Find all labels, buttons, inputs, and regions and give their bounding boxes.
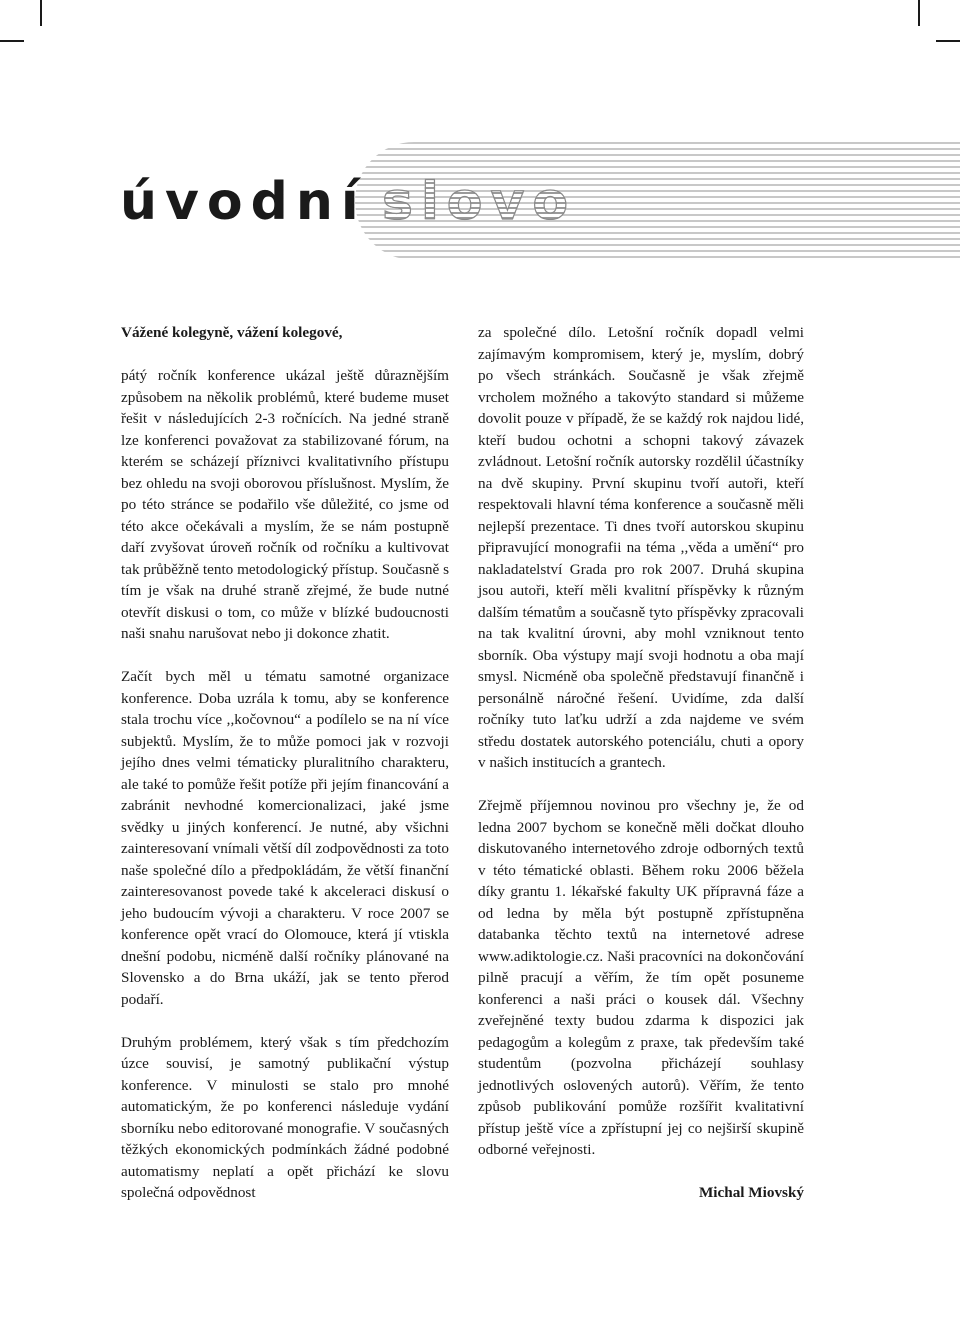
- paragraph: Začít bych měl u tématu samotné organizace konference. Doba uzrála k tomu, aby se konference stala trochu více ,,kočovnou“ a podílelo se na ní více subjektů. Myslím, že to může pomoci jak v rozvoji jejího dnes velmi tématicky pluralitního charakteru, ale také to pomůže řešit potíže při jejím financování a zabránit nevhodné komercionalizaci, jaké jsme svědky u jiných konferencí. Je nutné, aby všichni zainteresovaní vnímali větší díl zodpovědnosti za toto naše společné dílo a předpokládám, že větší finanční zainteresovanost povede také k akceleraci diskusí o jeho budoucím vývoji a charakteru. V roce 2007 se konference opět vrací do Olomouce, která jí vtiskla dnešní podobu, nicméně další ročníky plánované na Slovensko a do Brna ukáží, jak se tento přerod podaří.: [121, 668, 449, 1008]
- crop-mark-top-right-horizontal: [936, 40, 960, 42]
- paragraph: pátý ročník konference ukázal ještě důraznějším způsobem na několik problémů, které budeme muset řešit v následujících 2-3 ročnících. Na jedné straně lze konferenci považovat za stabilizované fórum, na kterém se scházejí příznivci kvalitativního přístupu bez ohledu na svoji oborovou příslušnost. Myslím, že po této stránce se podařilo vše důležité, co jsme od této akce očekávali a myslím, že se nám postupně daří zvyšovat úroveň ročník od ročníku a kultivovat tak průběžně tento metodologický přístup. Současně s tím je však na druhé straně zřejmé, že bude nutné otevřít diskusi o tom, co může v blízké budoucnosti naši snahu narušovat nebo ji dokonce zhatit.: [121, 367, 449, 642]
- author-signature: Michal Miovský: [698, 1184, 804, 1201]
- crop-mark-top-right: [918, 0, 920, 26]
- paragraph: Druhým problémem, který však s tím předchozím úzce souvisí, je samotný publikační výstup konference. V minulosti se stalo pro mnohé automatickým, že po konferenci následuje vydání sborníku nebo editorované monografie. V současných těžkých ekonomických podmínkách žádné podobné automatismy neplatí a opět přichází ke slovu společná odpovědnost: [121, 1033, 449, 1201]
- paragraph: Zřejmě příjemnou novinou pro všechny je, že od ledna 2007 bychom se konečně měli dočkat dlouho diskutovaného internetového zdroje odborných textů v této tématické oblasti. Během roku 2006 běžela díky grantu 1. lékařské fakulty UK přípravná fáze a od ledna by měla být postupně zpřístupněna databanka těchto textů na internetové adrese www.adiktologie.cz. Naši pracovníci na dokončování pilně pracují a věřím, že tím opět posuneme konferenci a naši práci o kousek dál. Všechny zveřejněné texty budou zdarma k dispozici jak pedagogům a kolegům z praxe, tak především také studentům (pozvolna přicházejí souhlasy jednotlivých oslovených autorů). Věřím, že tento způsob publikování pomůže rozšířit kvalitativní přístup ještě více a zpřístupní jej co nejširší skupině odborné veřejnosti.: [478, 797, 804, 1158]
- greeting: Vážené kolegyně, vážení kolegové,: [121, 324, 343, 341]
- crop-mark-top-left-horizontal: [0, 40, 24, 42]
- paragraph: za společné dílo. Letošní ročník dopadl velmi zajímavým kompromisem, který je, myslím, dobrý po všech stránkách. Současně je však zřejmě vrcholem možného a takovýto standard si můžeme dovolit pouze v případě, že se každý rok najdou lidé, kteří budou ochotni a schopni takový závazek zvládnout. Letošní ročník autorsky rozdělil účastníky na dvě skupiny. První skupinu tvoří autoři, kteří respektovali hlavní téma konference a současně měli nejlepší prezentace. Ti dnes tvoří autorskou skupinu připravující monografii na téma ,,věda a umění“ pro nakladatelství Grada pro rok 2007. Druhá skupina jsou autoři, kteří měli kvalitní příspěvky k různým dalším tématům a současně tyto příspěvky zpracovali na tak kvalitní úrovni, aby mohl vzniknout tento sborník. Oba výstupy mají svoji hodnotu a oba mají smysl. Nicméně oba společně představují finančně i personálně náročné řešení. Uvidíme, zda další ročníky tuto laťku udrží a zda najdeme ve svém středu dostatek autorského potenciálu, chuti a opory v našich institucích a grantech.: [478, 324, 804, 771]
- title-word-slovo: slovo: [382, 172, 577, 232]
- title-word-uvodni: úvodní: [120, 172, 367, 232]
- crop-mark-top-left: [40, 0, 42, 26]
- right-column: [478, 322, 804, 1225]
- left-column: [121, 322, 449, 1225]
